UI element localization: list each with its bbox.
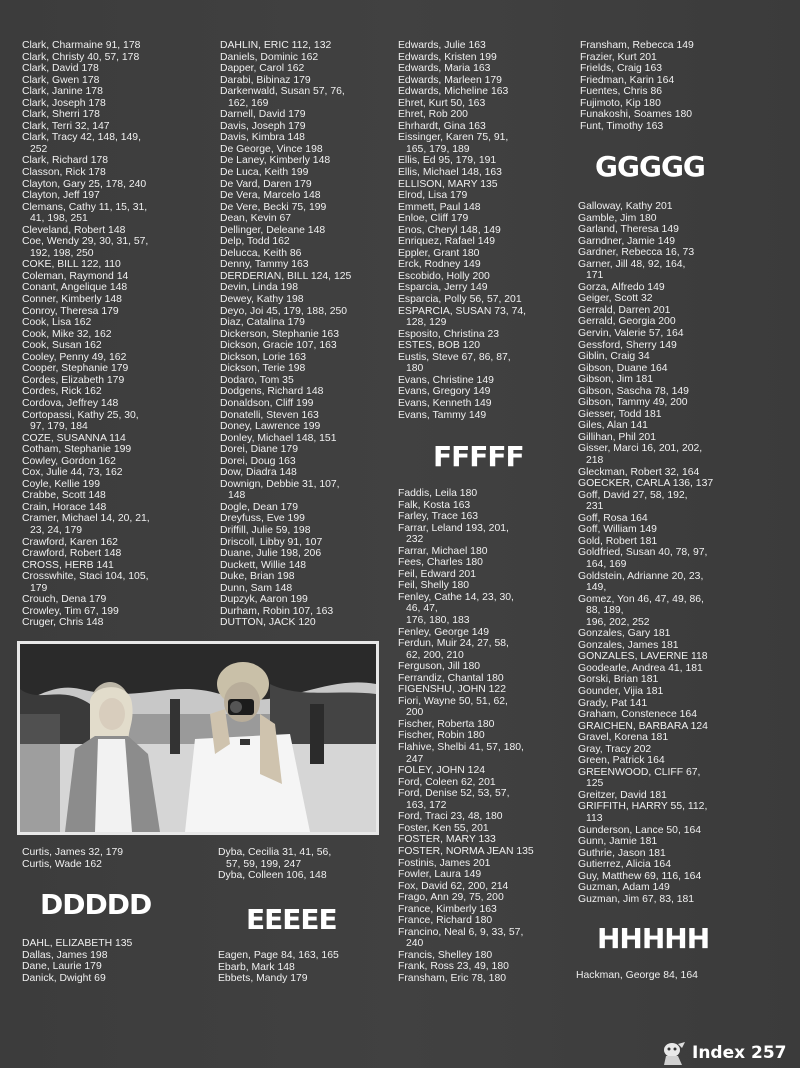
index-entry: Fischer, Roberta 180 xyxy=(398,718,495,730)
index-entry: Frields, Craig 163 xyxy=(580,63,663,75)
index-entry: Geiger, Scott 32 xyxy=(578,293,653,305)
index-entry: Edwards, Marleen 179 xyxy=(398,74,502,86)
index-entry: 128, 129 xyxy=(406,317,447,329)
index-entry: Cordova, Jeffrey 148 xyxy=(22,397,119,409)
index-entry: GREENWOOD, CLIFF 67, xyxy=(578,766,701,778)
index-entry: 252 xyxy=(30,143,48,155)
index-entry: De Laney, Kimberly 148 xyxy=(220,155,331,167)
index-entry: 192, 198, 250 xyxy=(30,247,94,259)
index-entry: Edwards, Micheline 163 xyxy=(398,86,509,98)
index-entry: Downign, Debbie 31, 107, xyxy=(220,478,340,490)
index-entry: Garland, Theresa 149 xyxy=(578,224,679,236)
index-entry: Gessford, Sherry 149 xyxy=(578,339,677,351)
index-entry: DAHL, ELIZABETH 135 xyxy=(22,938,133,949)
index-entry: CROSS, HERB 141 xyxy=(22,559,114,571)
index-entry: Guzman, Jim 67, 83, 181 xyxy=(578,893,695,905)
index-entry: Dyba, Cecilia 31, 41, 56, xyxy=(218,847,332,858)
index-entry: Edwards, Kristen 199 xyxy=(398,51,497,63)
index-entry: Evans, Kenneth 149 xyxy=(398,397,492,409)
index-entry: Green, Patrick 164 xyxy=(578,755,665,767)
index-column-1-curtis xyxy=(22,847,123,870)
index-entry: Gold, Robert 181 xyxy=(578,535,658,547)
index-entry: Goff, Rosa 164 xyxy=(578,512,648,524)
index-entry: Dodaro, Tom 35 xyxy=(220,374,294,386)
index-entry: Clark, Charmaine 91, 178 xyxy=(22,40,141,51)
index-column-1 xyxy=(22,40,150,629)
index-entry: FOLEY, JOHN 124 xyxy=(398,765,486,777)
index-entry: Gibson, Sascha 78, 149 xyxy=(578,385,689,397)
index-entry: Cotham, Stephanie 199 xyxy=(22,444,132,456)
index-entry: Dogle, Dean 179 xyxy=(220,501,298,513)
index-entry: Falk, Kosta 163 xyxy=(398,499,471,511)
index-entry: 162, 169 xyxy=(228,97,269,109)
index-entry: Clark, Christy 40, 57, 178 xyxy=(22,51,140,63)
index-entry: Darnell, David 179 xyxy=(220,109,306,121)
index-entry: Gutierrez, Alicia 164 xyxy=(578,859,671,871)
index-entry: Fujimoto, Kip 180 xyxy=(580,97,661,109)
index-entry: 164, 169 xyxy=(586,558,627,570)
index-entry: De Vard, Daren 179 xyxy=(220,178,312,190)
section-letter-g: GGGGG xyxy=(595,150,705,183)
index-entry: Frank, Ross 23, 49, 180 xyxy=(398,961,509,973)
index-entry: GRIFFITH, HARRY 55, 112, xyxy=(578,801,708,813)
index-entry: Duckett, Willie 148 xyxy=(220,559,307,571)
index-entry: Garndner, Jamie 149 xyxy=(578,235,676,247)
index-entry: Fiori, Wayne 50, 51, 62, xyxy=(398,695,508,707)
index-entry: Gervin, Valerie 57, 164 xyxy=(578,328,684,340)
index-entry: Crawford, Robert 148 xyxy=(22,548,122,560)
index-entry: Ford, Denise 52, 53, 57, xyxy=(398,788,510,800)
index-entry: Gray, Tracy 202 xyxy=(578,743,652,755)
index-entry: Gibson, Tammy 49, 200 xyxy=(578,397,688,409)
index-entry: Cook, Susan 162 xyxy=(22,340,102,352)
index-entry: Gamble, Jim 180 xyxy=(578,212,657,224)
index-entry: Ferguson, Jill 180 xyxy=(398,661,481,673)
index-entry: 41, 198, 251 xyxy=(30,213,88,225)
index-entry: Friedman, Karin 164 xyxy=(580,74,675,86)
index-entry: 163, 172 xyxy=(406,799,447,811)
page-number: Index 257 xyxy=(692,1043,787,1063)
index-entry: Dow, Diadra 148 xyxy=(220,467,297,479)
index-entry: Gisser, Marci 16, 201, 202, xyxy=(578,443,703,455)
index-entry: Ford, Coleen 62, 201 xyxy=(398,776,496,788)
index-entry: De Luca, Keith 199 xyxy=(220,167,309,179)
index-entry: 179 xyxy=(30,582,48,594)
index-entry: Giblin, Craig 34 xyxy=(578,351,650,363)
index-entry: 97, 179, 184 xyxy=(30,421,88,433)
index-entry: Enos, Cheryl 148, 149 xyxy=(398,224,501,236)
index-column-4-h xyxy=(576,970,698,982)
index-entry: Galloway, Kathy 201 xyxy=(578,201,673,212)
index-entry: Escobido, Holly 200 xyxy=(398,270,490,282)
index-entry: FOSTER, MARY 133 xyxy=(398,834,496,846)
index-column-1-d xyxy=(22,938,132,984)
index-entry: Guzman, Adam 149 xyxy=(578,882,670,894)
index-entry: Ferrandiz, Chantal 180 xyxy=(398,672,504,684)
index-entry: 165, 179, 189 xyxy=(406,143,470,155)
index-entry: Dallas, James 198 xyxy=(22,949,108,961)
index-entry: Ellis, Ed 95, 179, 191 xyxy=(398,155,497,167)
index-entry: Gerrald, Darren 201 xyxy=(578,304,671,316)
index-entry: Davis, Joseph 179 xyxy=(220,120,306,132)
index-entry: Fenley, George 149 xyxy=(398,626,490,638)
index-entry: Frago, Ann 29, 75, 200 xyxy=(398,892,504,904)
index-column-3-f xyxy=(398,488,534,985)
section-letter-h: HHHHH xyxy=(597,922,710,955)
index-entry: Edwards, Julie 163 xyxy=(398,40,486,51)
index-entry: Garner, Jill 48, 92, 164, xyxy=(578,258,686,270)
index-entry: Flahive, Shelbi 41, 57, 180, xyxy=(398,742,524,754)
index-entry: Eppler, Grant 180 xyxy=(398,247,480,259)
index-entry: Giles, Alan 141 xyxy=(578,420,648,432)
section-letter-f: FFFFF xyxy=(433,440,524,473)
index-entry: Guthrie, Jason 181 xyxy=(578,847,666,859)
index-entry: Clark, David 178 xyxy=(22,63,99,75)
index-entry: Gonzales, Gary 181 xyxy=(578,628,671,640)
index-entry: Cordes, Rick 162 xyxy=(22,386,102,398)
index-entry: Clayton, Jeff 197 xyxy=(22,190,100,202)
index-entry: DAHLIN, ERIC 112, 132 xyxy=(220,40,332,51)
index-entry: Goff, William 149 xyxy=(578,524,657,536)
index-entry: Francino, Neal 6, 9, 33, 57, xyxy=(398,926,524,938)
index-entry: Cowley, Gordon 162 xyxy=(22,455,116,467)
index-column-2-e xyxy=(218,950,339,985)
index-entry: Cordes, Elizabeth 179 xyxy=(22,374,125,386)
index-entry: Goodearle, Andrea 41, 181 xyxy=(578,662,703,674)
index-entry: Dane, Laurie 179 xyxy=(22,961,102,973)
index-entry: Fostinis, James 201 xyxy=(398,857,491,869)
index-entry: Gillihan, Phil 201 xyxy=(578,431,656,443)
index-entry: Gunn, Jamie 181 xyxy=(578,836,658,848)
index-entry: Driffill, Julie 59, 198 xyxy=(220,524,311,536)
index-entry: Delp, Todd 162 xyxy=(220,236,290,248)
index-entry: Clark, Tracy 42, 148, 149, xyxy=(22,132,141,144)
index-entry: Donley, Michael 148, 151 xyxy=(220,432,337,444)
index-entry: Gardner, Rebecca 16, 73 xyxy=(578,247,695,259)
index-entry: Donaldson, Cliff 199 xyxy=(220,397,314,409)
index-entry: Dickson, Terie 198 xyxy=(220,363,306,375)
index-entry: Gibson, Duane 164 xyxy=(578,362,668,374)
index-column-2 xyxy=(220,40,351,629)
index-entry: Ebarb, Mark 148 xyxy=(218,961,295,973)
index-entry: Dorei, Diane 179 xyxy=(220,444,298,456)
index-entry: Conant, Angelique 148 xyxy=(22,282,128,294)
index-entry: Erck, Rodney 149 xyxy=(398,259,481,271)
index-entry: Denny, Tammy 163 xyxy=(220,259,309,271)
index-entry: Emmett, Paul 148 xyxy=(398,201,481,213)
index-entry: Dewey, Kathy 198 xyxy=(220,294,304,306)
index-entry: Esparcia, Polly 56, 57, 201 xyxy=(398,294,522,306)
index-entry: Dickson, Gracie 107, 163 xyxy=(220,340,337,352)
index-entry: Funt, Timothy 163 xyxy=(580,120,664,132)
index-column-2-dyba xyxy=(218,847,331,882)
index-entry: Dapper, Carol 162 xyxy=(220,63,305,75)
index-entry: Hackman, George 84, 164 xyxy=(576,970,698,981)
index-entry: ESTES, BOB 120 xyxy=(398,340,481,352)
index-entry: Fransham, Rebecca 149 xyxy=(580,40,694,51)
index-entry: Enloe, Cliff 179 xyxy=(398,213,469,225)
index-entry: GONZALES, LAVERNE 118 xyxy=(578,651,708,663)
index-entry: Cook, Mike 32, 162 xyxy=(22,328,112,340)
index-entry: Goldstein, Adrianne 20, 23, xyxy=(578,570,704,582)
index-entry: Gorza, Alfredo 149 xyxy=(578,281,665,293)
index-entry: 218 xyxy=(586,455,604,467)
index-entry: Clark, Sherri 178 xyxy=(22,109,100,121)
index-entry: Farrar, Michael 180 xyxy=(398,545,488,557)
index-entry: Donatelli, Steven 163 xyxy=(220,409,319,421)
index-entry: Conroy, Theresa 179 xyxy=(22,305,119,317)
index-entry: Farrar, Leland 193, 201, xyxy=(398,522,509,534)
index-entry: Coleman, Raymond 14 xyxy=(22,270,129,282)
index-entry: Clark, Richard 178 xyxy=(22,155,109,167)
index-entry: 149, xyxy=(586,582,607,594)
index-entry: Gomez, Yon 46, 47, 49, 86, xyxy=(578,593,704,605)
index-entry: 46, 47, xyxy=(406,603,438,615)
index-entry: Durham, Robin 107, 163 xyxy=(220,605,334,617)
index-entry: Dodgens, Richard 148 xyxy=(220,386,324,398)
index-entry: Clark, Gwen 178 xyxy=(22,74,100,86)
index-entry: Esposito, Christina 23 xyxy=(398,328,500,340)
index-entry: ESPARCIA, SUSAN 73, 74, xyxy=(398,305,527,317)
index-entry: Eissinger, Karen 75, 91, xyxy=(398,132,509,144)
index-entry: Fransham, Eric 78, 180 xyxy=(398,972,506,984)
index-entry: Goldfried, Susan 40, 78, 97, xyxy=(578,547,708,559)
index-entry: Gerrald, Georgia 200 xyxy=(578,316,676,328)
index-entry: Edwards, Maria 163 xyxy=(398,63,491,75)
index-entry: Fowler, Laura 149 xyxy=(398,869,482,881)
index-entry: Fischer, Robin 180 xyxy=(398,730,485,742)
index-entry: COKE, BILL 122, 110 xyxy=(22,259,121,271)
index-entry: Cruger, Chris 148 xyxy=(22,617,104,629)
photo-image xyxy=(20,644,376,832)
index-entry: Classon, Rick 178 xyxy=(22,167,106,179)
index-entry: Gleckman, Robert 32, 164 xyxy=(578,466,700,478)
index-entry: Cramer, Michael 14, 20, 21, xyxy=(22,513,150,525)
index-entry: Dean, Kevin 67 xyxy=(220,213,292,225)
index-entry: Darabi, Bibinaz 179 xyxy=(220,74,311,86)
index-entry: Curtis, Wade 162 xyxy=(22,858,102,870)
index-entry: Clark, Joseph 178 xyxy=(22,97,106,109)
index-entry: Foster, Ken 55, 201 xyxy=(398,822,489,834)
index-entry: Dorei, Doug 163 xyxy=(220,455,296,467)
index-entry: Doney, Lawrence 199 xyxy=(220,421,321,433)
index-entry: GOECKER, CARLA 136, 137 xyxy=(578,478,714,490)
index-entry: Curtis, James 32, 179 xyxy=(22,847,124,858)
index-entry: Ehrhardt, Gina 163 xyxy=(398,120,486,132)
index-entry: Ebbets, Mandy 179 xyxy=(218,973,308,985)
index-entry: Dupzyk, Aaron 199 xyxy=(220,594,308,606)
index-entry: Cooley, Penny 49, 162 xyxy=(22,351,127,363)
index-entry: Esparcia, Jerry 149 xyxy=(398,282,488,294)
index-entry: 240 xyxy=(406,938,424,950)
index-entry: De George, Vince 198 xyxy=(220,143,323,155)
mascot-icon xyxy=(660,1040,688,1066)
index-entry: 125 xyxy=(586,778,604,790)
index-entry: ELLISON, MARY 135 xyxy=(398,178,498,190)
index-entry: Enriquez, Rafael 149 xyxy=(398,236,496,248)
index-entry: 200 xyxy=(406,707,424,719)
index-entry: Ehret, Kurt 50, 163 xyxy=(398,97,486,109)
index-entry: DUTTON, JACK 120 xyxy=(220,617,316,629)
index-entry: Devin, Linda 198 xyxy=(220,282,298,294)
index-entry: Eagen, Page 84, 163, 165 xyxy=(218,950,339,961)
index-entry: Clark, Terri 32, 147 xyxy=(22,120,110,132)
index-entry: 232 xyxy=(406,534,424,546)
index-column-4-g xyxy=(578,201,713,905)
index-entry: Duke, Brian 198 xyxy=(220,571,295,583)
index-entry: 57, 59, 199, 247 xyxy=(226,858,302,870)
index-entry: Evans, Tammy 149 xyxy=(398,409,487,421)
index-entry: DERDERIAN, BILL 124, 125 xyxy=(220,270,352,282)
index-entry: Feil, Shelly 180 xyxy=(398,580,470,592)
index-entry: Conner, Kimberly 148 xyxy=(22,294,122,306)
index-entry: 171 xyxy=(586,270,604,282)
index-entry: Goff, David 27, 58, 192, xyxy=(578,489,688,501)
index-entry: 113 xyxy=(586,812,603,824)
index-entry: Crabbe, Scott 148 xyxy=(22,490,106,502)
index-entry: Evans, Christine 149 xyxy=(398,374,494,386)
index-entry: 62, 200, 210 xyxy=(406,649,464,661)
index-entry: Daniels, Dominic 162 xyxy=(220,51,319,63)
index-entry: Feil, Edward 201 xyxy=(398,568,476,580)
index-entry: Dreyfuss, Eve 199 xyxy=(220,513,305,525)
index-entry: 88, 189, xyxy=(586,605,624,617)
index-entry: Clayton, Gary 25, 178, 240 xyxy=(22,178,147,190)
index-entry: Gravel, Korena 181 xyxy=(578,732,669,744)
index-entry: Gibson, Jim 181 xyxy=(578,374,654,386)
index-entry: 23, 24, 179 xyxy=(30,524,82,536)
index-entry: Crosswhite, Staci 104, 105, xyxy=(22,571,149,583)
index-entry: Fuentes, Chris 86 xyxy=(580,86,663,98)
index-entry: Gonzales, James 181 xyxy=(578,639,679,651)
index-entry: Ellis, Michael 148, 163 xyxy=(398,167,502,179)
index-column-3 xyxy=(398,40,526,421)
index-entry: Cox, Julie 44, 73, 162 xyxy=(22,467,123,479)
index-entry: De Vera, Marcelo 148 xyxy=(220,190,321,202)
index-entry: Delucca, Keith 86 xyxy=(220,247,302,259)
index-entry: Crowley, Tim 67, 199 xyxy=(22,605,119,617)
index-entry: Deyo, Joi 45, 179, 188, 250 xyxy=(220,305,348,317)
index-entry: 196, 202, 252 xyxy=(586,616,650,628)
index-entry: 148 xyxy=(228,490,246,502)
index-entry: 231 xyxy=(586,501,604,513)
index-entry: Danick, Dwight 69 xyxy=(22,972,106,984)
index-entry: Crain, Horace 148 xyxy=(22,501,107,513)
index-entry: Darkenwald, Susan 57, 76, xyxy=(220,86,345,98)
index-entry: Evans, Gregory 149 xyxy=(398,386,491,398)
index-entry: FOSTER, NORMA JEAN 135 xyxy=(398,845,534,857)
index-entry: Guy, Matthew 69, 116, 164 xyxy=(578,870,702,882)
index-entry: COZE, SUSANNA 114 xyxy=(22,432,126,444)
section-letter-e: EEEEE xyxy=(246,903,337,936)
index-entry: Cooper, Stephanie 179 xyxy=(22,363,129,375)
index-entry: Cook, Lisa 162 xyxy=(22,317,92,329)
index-entry: Dickson, Lorie 163 xyxy=(220,351,307,363)
candid-photo xyxy=(17,641,379,835)
index-entry: Duane, Julie 198, 206 xyxy=(220,548,322,560)
index-entry: 180 xyxy=(406,363,424,375)
section-letter-d: DDDDD xyxy=(40,888,152,921)
index-entry: Diaz, Catalina 179 xyxy=(220,317,305,329)
index-entry: Farley, Trace 163 xyxy=(398,511,479,523)
index-entry: Dyba, Colleen 106, 148 xyxy=(218,870,327,882)
index-entry: Clemans, Cathy 11, 15, 31, xyxy=(22,201,148,213)
index-entry: Dunn, Sam 148 xyxy=(220,582,293,594)
index-entry: Elrod, Lisa 179 xyxy=(398,190,468,202)
index-entry: 176, 180, 183 xyxy=(406,615,470,627)
index-entry: France, Kimberly 163 xyxy=(398,903,497,915)
index-entry: Eustis, Steve 67, 86, 87, xyxy=(398,351,511,363)
index-entry: Frazier, Kurt 201 xyxy=(580,51,657,63)
index-entry: Fees, Charles 180 xyxy=(398,557,483,569)
index-entry: Ehret, Rob 200 xyxy=(398,109,468,121)
index-entry: Faddis, Leila 180 xyxy=(398,488,478,499)
index-entry: France, Richard 180 xyxy=(398,915,493,927)
index-entry: Cleveland, Robert 148 xyxy=(22,224,126,236)
index-entry: Fenley, Cathe 14, 23, 30, xyxy=(398,591,514,603)
index-entry: Cortopassi, Kathy 25, 30, xyxy=(22,409,139,421)
index-entry: Funakoshi, Soames 180 xyxy=(580,109,693,121)
index-entry: Driscoll, Libby 91, 107 xyxy=(220,536,323,548)
index-entry: Giesser, Todd 181 xyxy=(578,408,662,420)
index-entry: 247 xyxy=(406,753,424,765)
index-entry: Dellinger, Deleane 148 xyxy=(220,224,326,236)
index-entry: Gounder, Vijia 181 xyxy=(578,685,664,697)
index-entry: Gorski, Brian 181 xyxy=(578,674,659,686)
index-entry: Crouch, Dena 179 xyxy=(22,594,107,606)
index-entry: Graham, Constenece 164 xyxy=(578,709,697,721)
index-entry: Coe, Wendy 29, 30, 31, 57, xyxy=(22,236,149,248)
index-entry: GRAICHEN, BARBARA 124 xyxy=(578,720,708,732)
index-entry: Francis, Shelley 180 xyxy=(398,949,493,961)
index-entry: De Vere, Becki 75, 199 xyxy=(220,201,327,213)
index-entry: Ferdun, Muir 24, 27, 58, xyxy=(398,638,509,650)
index-entry: Ford, Traci 23, 48, 180 xyxy=(398,811,503,823)
index-column-4 xyxy=(580,40,694,132)
index-entry: Fox, David 62, 200, 214 xyxy=(398,880,509,892)
index-entry: Dickerson, Stephanie 163 xyxy=(220,328,339,340)
index-entry: Greitzer, David 181 xyxy=(578,789,667,801)
index-entry: Davis, Kimbra 148 xyxy=(220,132,305,144)
index-entry: Gunderson, Lance 50, 164 xyxy=(578,824,702,836)
index-entry: Clark, Janine 178 xyxy=(22,86,103,98)
index-entry: FIGENSHU, JOHN 122 xyxy=(398,684,506,696)
index-entry: Coyle, Kellie 199 xyxy=(22,478,100,490)
index-entry: Grady, Pat 141 xyxy=(578,697,648,709)
index-entry: Crawford, Karen 162 xyxy=(22,536,118,548)
